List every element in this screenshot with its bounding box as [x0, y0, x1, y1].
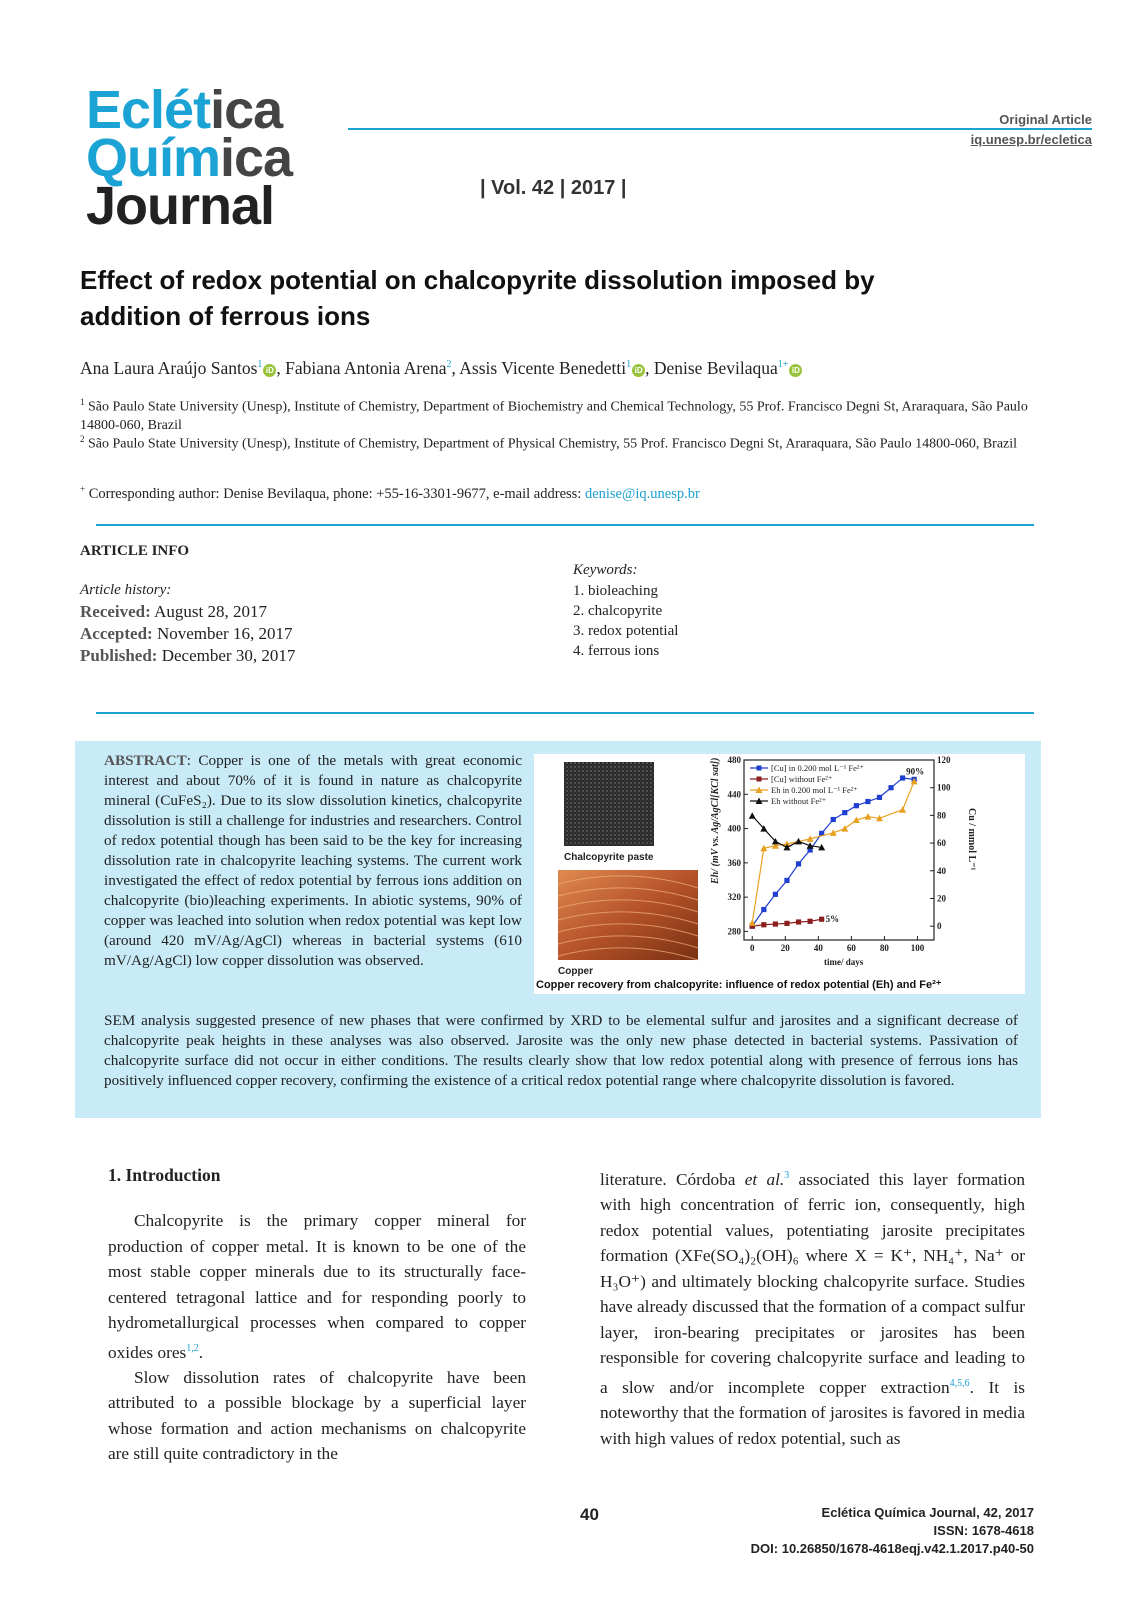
y-right-tick-label: 100: [937, 782, 951, 793]
affil-text: São Paulo State University (Unesp), Institute of Chemistry, Department of Physical Chemistry, 55 Prof. Francisco Degni St, Araraquara, São Paulo 14800-060, Brazil: [88, 436, 1018, 452]
photo-label: Chalcopyrite paste: [564, 852, 654, 863]
affiliation-1: [80, 393, 1040, 435]
annotation-label: 5%: [825, 914, 840, 925]
logo-text: ica: [210, 80, 283, 140]
chart-plot: [728, 755, 952, 953]
article-type: Original Article: [999, 112, 1092, 127]
abstract-text: [104, 751, 522, 971]
article-info-heading: ARTICLE INFO: [80, 543, 190, 559]
logo-text: Eclét: [86, 80, 211, 140]
received-label: Received:: [80, 602, 151, 621]
y-right-tick-label: 80: [937, 810, 946, 821]
data-point: [900, 775, 905, 780]
affil-sup: 1: [80, 397, 85, 407]
title-line: Effect of redox potential on chalcopyrite dissolution imposed by: [80, 265, 875, 295]
x-axis-label: time/ days: [824, 957, 864, 967]
y-right-tick-label: 40: [937, 865, 946, 876]
orcid-icon[interactable]: iD: [263, 364, 276, 377]
paragraph: [600, 1163, 1025, 1451]
abstract-text-continued: SEM analysis suggested presence of new phases that were confirmed by XRD to be elemental sulfur and jarosites and a significant decrease of chalcopyrite peak heights in these analyses was also observed. Jarosite was the only new phase detected in bacterial systems. Passivation of chalcopyrite surface did not occur in either conditions. The results clearly show that low redox potential along with presence of ferrous ions has positively influenced copper recovery, confirming the existence of a critical redox potential range where chalcopyrite dissolution is favored.: [104, 1012, 1018, 1089]
author-sup: 1+: [777, 359, 789, 371]
orcid-icon[interactable]: iD: [789, 364, 802, 377]
body-column-left: [108, 1208, 526, 1467]
author-sup: 2: [446, 359, 452, 371]
keyword-item: 1. bioleaching: [573, 583, 658, 599]
author-sup: 1: [626, 359, 632, 371]
data-point: [784, 921, 789, 926]
published-label: Published:: [80, 646, 158, 665]
paragraph-text: Chalcopyrite is the primary copper mineral for production of copper metal. It is known to be one of the most stable copper minerals due to its structurally face-centered tetragonal lattice and for responding poorly to hydrometallurgical processes when compared to copper oxides ores: [108, 1211, 526, 1362]
logo-text: ica: [220, 128, 293, 188]
footer-journal: Eclética Química Journal, 42, 2017: [821, 1505, 1034, 1520]
author-name: Denise Bevilaqua: [653, 358, 778, 378]
accepted-label: Accepted:: [80, 624, 153, 643]
article-title: [80, 262, 1060, 334]
article-dates: [80, 601, 295, 667]
divider: [96, 524, 1034, 526]
legend-marker: [757, 766, 762, 771]
received-row: [80, 601, 295, 623]
affiliation-2: [80, 430, 1040, 454]
title-line: addition of ferrous ions: [80, 301, 371, 331]
data-point: [865, 799, 870, 804]
y-right-tick-label: 120: [937, 755, 951, 765]
keyword-item: 3. redox potential: [573, 623, 679, 639]
paragraph-text: literature. Córdoba: [600, 1169, 745, 1189]
x-tick-label: 80: [879, 943, 889, 953]
x-tick-label: 0: [750, 943, 755, 953]
legend-label: Eh in 0.200 mol L⁻¹ Fe²⁺: [771, 785, 858, 795]
data-point: [773, 921, 778, 926]
header-rule: [348, 128, 1092, 130]
received-date: August 28, 2017: [154, 602, 267, 621]
data-point: [773, 892, 778, 897]
data-point: [796, 861, 801, 866]
data-point: [842, 810, 847, 815]
data-point: [761, 922, 766, 927]
y-left-tick-label: 360: [727, 857, 741, 868]
et-al: et al.: [744, 1169, 785, 1189]
x-tick-label: 60: [846, 943, 856, 953]
figure-caption: Copper recovery from chalcopyrite: influence of redox potential (Eh) and Fe²⁺: [536, 979, 942, 991]
author-sup: 1: [257, 359, 263, 371]
y-right-tick-label: 0: [937, 921, 942, 932]
author-name: Fabiana Antonia Arena: [285, 358, 447, 378]
x-tick-label: 20: [780, 943, 790, 953]
y-axis-label-left: Eh/ (mV vs. Ag/AgCl[KCl sat]): [710, 757, 721, 884]
keywords-label: Keywords:: [573, 562, 638, 578]
y-left-tick-label: 320: [727, 892, 741, 903]
citation-link[interactable]: 4,5,6: [949, 1377, 970, 1389]
history-label: Article history:: [80, 582, 172, 598]
keyword-list: [573, 581, 678, 661]
legend-marker: [757, 777, 762, 782]
corr-text: Corresponding author: Denise Bevilaqua, phone: +55-16-3301-9677, e-mail address:: [88, 485, 585, 502]
journal-url-link[interactable]: iq.unesp.br/ecletica: [970, 132, 1092, 147]
footer-doi: DOI: 10.26850/1678-4618eqj.v42.1.2017.p40-50: [750, 1541, 1034, 1556]
y-left-tick-label: 400: [727, 823, 741, 834]
y-axis-label-right: Cu / mmol L⁻¹: [966, 808, 977, 871]
legend-label: Eh without Fe²⁺: [771, 796, 827, 806]
paragraph-text: Slow dissolution rates of chalcopyrite have been attributed to a possible blockage by a superficial layer whose formation and action mechanisms on chalcopyrite are still quite contradictory in the: [108, 1367, 526, 1464]
y-right-tick-label: 20: [937, 893, 946, 904]
affil-text: São Paulo State University (Unesp), Institute of Chemistry, Department of Biochemistry and Chemical Technology, 55 Prof. Francisco Degni St, Araraquara, São Paulo 14800-060, Brazil: [80, 399, 1028, 433]
data-point: [877, 795, 882, 800]
y-right-tick-label: 60: [937, 838, 946, 849]
author-name: Assis Vicente Benedetti: [459, 358, 627, 378]
paragraph-text: . It is noteworthy that the formation of jarosites is favored in media with high values of redox potential, such as: [600, 1377, 1025, 1448]
paragraph: Chalcopyrite is the primary copper mineral for production of copper metal. It is known to be one of the most stable copper minerals due to its structurally face-centered tetragonal lattice and for responding poorly to hydrometallurgical processes when compared to copper oxides ores$^{1,2}$.: [108, 1211, 526, 1362]
published-row: [80, 645, 295, 667]
section-heading: 1. Introduction: [108, 1165, 221, 1185]
body-column-right: [600, 1163, 1025, 1451]
graphical-abstract-svg: [534, 754, 1025, 994]
citation-link[interactable]: 3: [784, 1170, 790, 1181]
divider: [96, 712, 1034, 714]
data-point: [796, 919, 801, 924]
author-list: Ana Laura Araújo Santos$^1$iD , Fabiana Antonia Arena$^2$, Assis Vicente Benedetti$^1$iD , Denise Bevilaqua$^{1+}$iD: [80, 358, 802, 379]
keyword-item: 4. ferrous ions: [573, 643, 660, 659]
abstract-text-part: : Copper is one of the metals with great economic interest and about 70% of it is found in nature as chalcopyrite mineral (CuFeS₂). Due to its slow dissolution kinetics, chalcopyrite dissolution is still a challenge for industries and researchers. Control of redox potential though has been said to be the key for increasing dissolution rate in chalcopyrite leaching systems. The current work investigated the effect of redox potential by ferrous ions addition on chalcopyrite (bio)leaching experiments. In abiotic systems, 90% of copper was leached into solution when redox potential was kept low (around 420 mV/Ag/AgCl) whereas in bacterial systems (610 mV/Ag/AgCl) low copper dissolution was observed.: [104, 752, 522, 969]
accepted-row: [80, 623, 295, 645]
logo-text: Journal: [86, 176, 275, 236]
graphical-abstract: [534, 754, 1025, 994]
orcid-icon[interactable]: iD: [632, 364, 645, 377]
abstract-label: ABSTRACT: [104, 752, 187, 769]
data-point: [854, 803, 859, 808]
y-left-tick-label: 280: [727, 926, 741, 937]
chalcopyrite-paste-photo: [564, 762, 654, 846]
data-point: [819, 917, 824, 922]
corr-sup: +: [80, 484, 86, 494]
corresponding-author: [80, 484, 700, 503]
journal-logo: [86, 80, 293, 236]
annotation-label: 90%: [906, 766, 925, 777]
y-left-tick-label: 480: [727, 755, 741, 765]
paragraph: [108, 1365, 526, 1467]
page-number: 40: [580, 1505, 599, 1524]
email-link[interactable]: denise@iq.unesp.br: [584, 485, 700, 502]
keyword-item: 2. chalcopyrite: [573, 603, 663, 619]
affil-sup: 2: [80, 434, 85, 444]
data-point: [888, 785, 893, 790]
footer-issn: ISSN: 1678-4618: [933, 1523, 1034, 1538]
citation-link[interactable]: 1,2: [186, 1342, 199, 1354]
logo-text: Quím: [86, 128, 221, 188]
accepted-date: November 16, 2017: [156, 624, 293, 643]
legend-label: [Cu] without Fe²⁺: [771, 774, 833, 784]
x-tick-label: 100: [910, 943, 925, 953]
data-point: [831, 817, 836, 822]
legend-label: [Cu] in 0.200 mol L⁻¹ Fe²⁺: [771, 763, 864, 773]
data-point: [784, 878, 789, 883]
data-point: [761, 907, 766, 912]
volume-line: | Vol. 42 | 2017 |: [480, 177, 627, 199]
published-date: December 30, 2017: [161, 646, 296, 665]
photo-label: Copper: [558, 966, 593, 977]
paragraph-text: associated this layer formation with high concentration of ferric ion, consequently, high redox potential values, potentiating jarosite precipitates formation (XFe(SO₄)₂(OH)₆ where X = K⁺, NH₄⁺, Na⁺ or H₃O⁺) and ultimately blocking chalcopyrite surface. Studies have already discussed that the formation of a compact sulfur layer, iron-bearing precipitates or jarosites has been responsible for covering chalcopyrite surface and leading to a slow and/or incomplete copper extraction: [600, 1169, 1026, 1397]
data-point: [807, 919, 812, 924]
x-tick-label: 40: [813, 943, 823, 953]
y-left-tick-label: 440: [727, 789, 741, 800]
author-name: Ana Laura Araújo Santos: [80, 358, 258, 378]
